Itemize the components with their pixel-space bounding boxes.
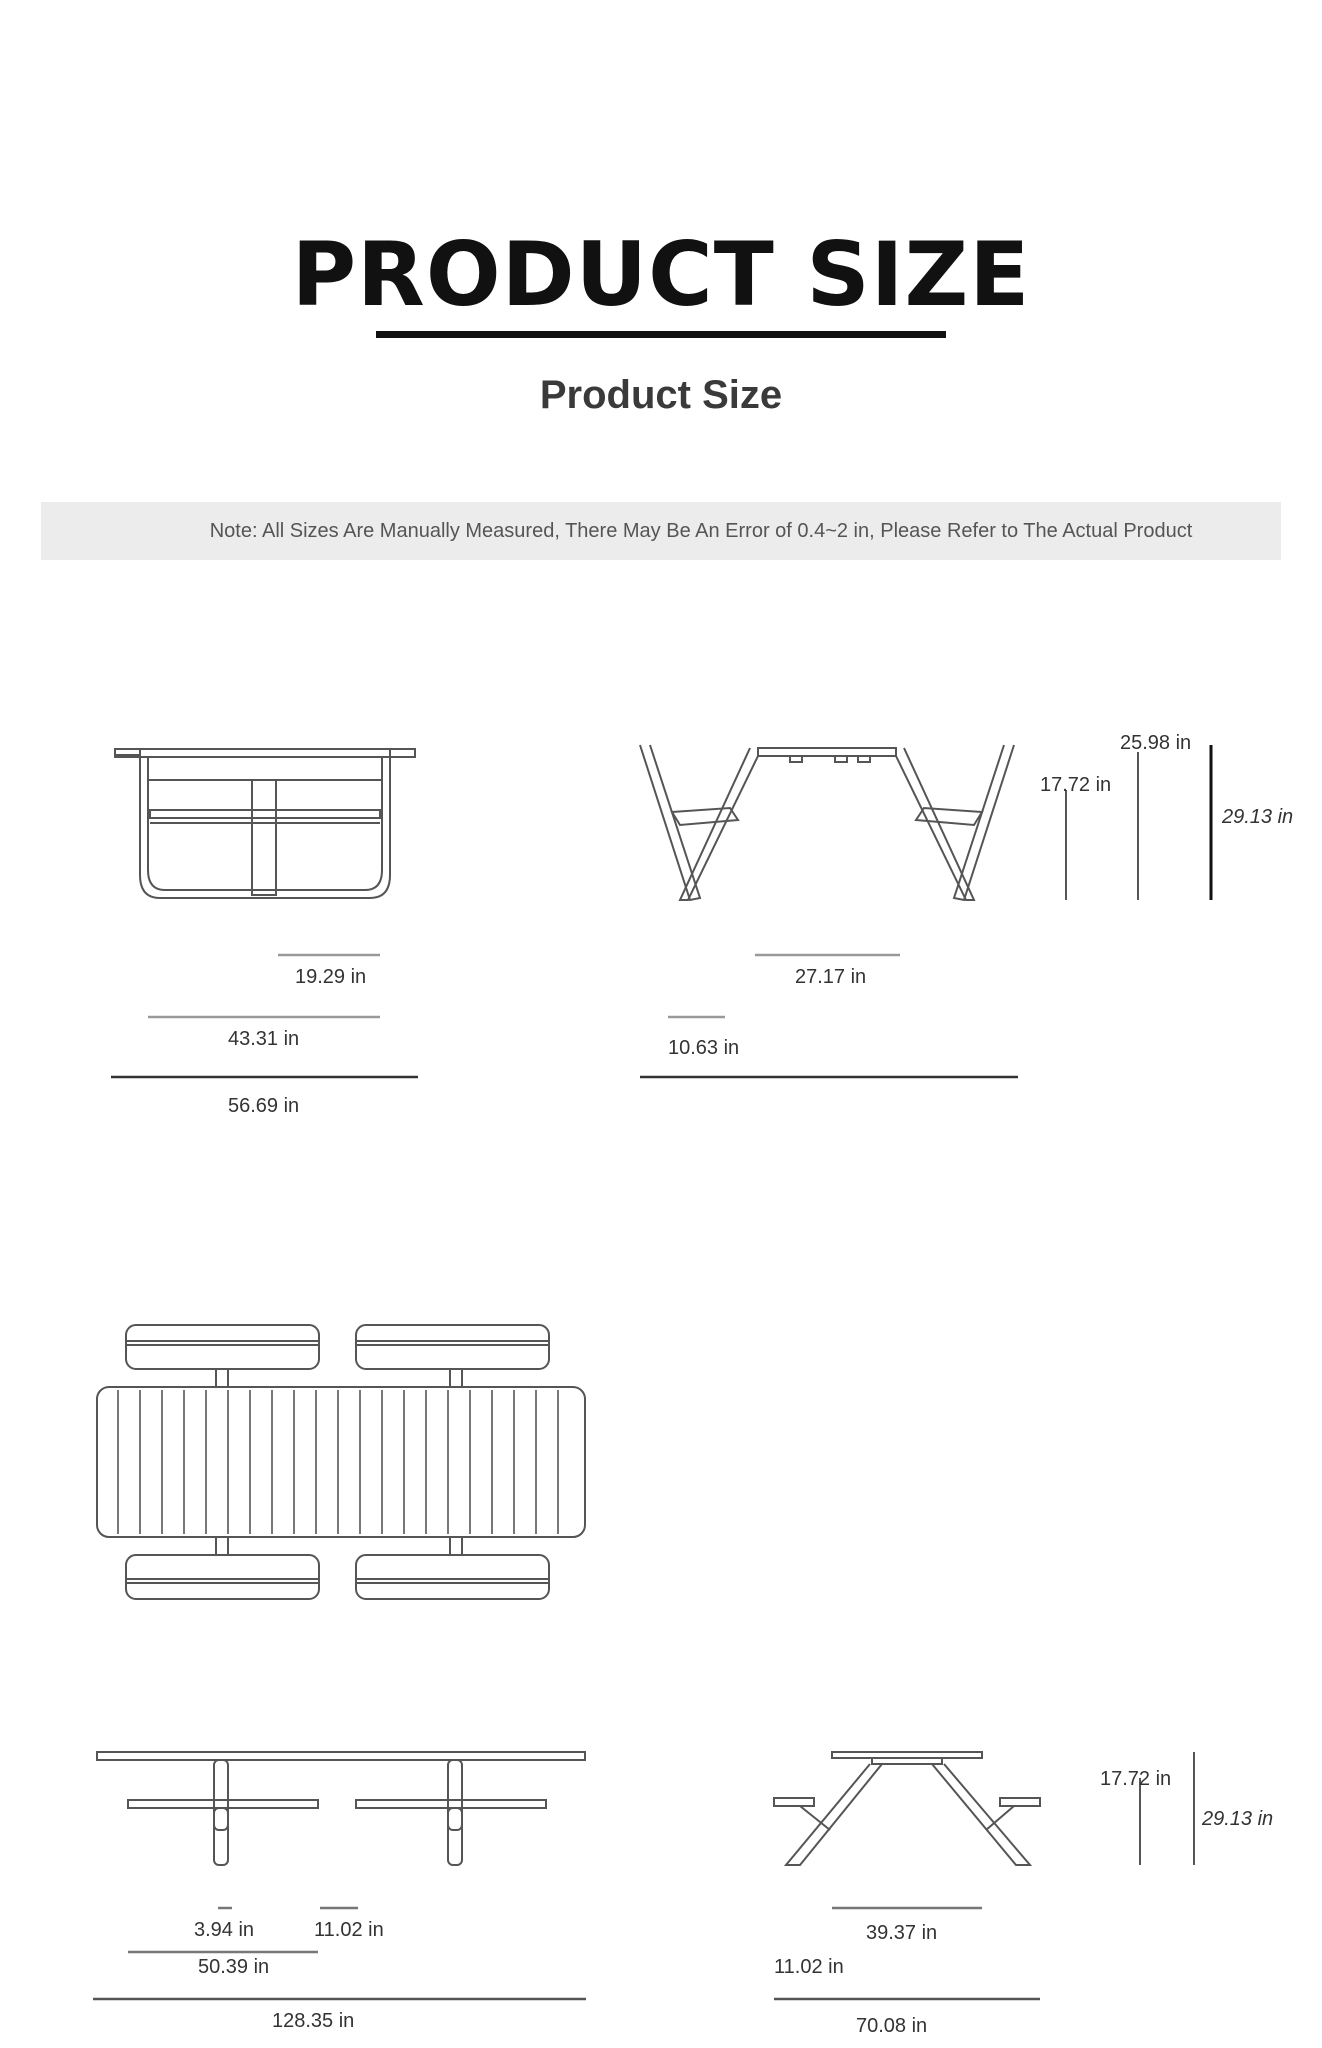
top-view-drawing: [97, 1325, 585, 1599]
dim-label: 27.17 in: [795, 966, 867, 988]
dim-label: 17.72 in: [1100, 1768, 1172, 1790]
side-view-drawing: [115, 749, 415, 898]
measurement-note: Note: All Sizes Are Manually Measured, There May Be An Error of 0.4~2 in, Please Refer to The Actual Product: [209, 520, 1193, 542]
dim-label: 43.31 in: [228, 1028, 300, 1050]
dim-label: 19.29 in: [295, 966, 367, 988]
page-subheading: Product Size: [539, 373, 783, 417]
dim-label: 39.37 in: [866, 1922, 938, 1944]
dim-label: 70.08 in: [856, 2015, 928, 2037]
dim-label: 50.39 in: [198, 1956, 270, 1978]
end-view-drawing: [640, 745, 1211, 900]
front-view-drawing: [97, 1752, 585, 1865]
page-heading: PRODUCT SIZE: [291, 223, 1031, 326]
dim-label: 10.63 in: [668, 1037, 740, 1059]
dim-label: 25.98 in: [1120, 732, 1192, 754]
dim-label: 11.02 in: [774, 1956, 844, 1978]
dim-label: 56.69 in: [228, 1095, 300, 1117]
dim-label: 17.72 in: [1040, 774, 1112, 796]
dim-label: 11.02 in: [314, 1919, 384, 1941]
dim-label: 29.13 in: [1222, 806, 1294, 828]
dim-label: 3.94 in: [194, 1919, 255, 1941]
dim-label: 128.35 in: [272, 2010, 355, 2032]
dim-label: 29.13 in: [1202, 1808, 1274, 1830]
